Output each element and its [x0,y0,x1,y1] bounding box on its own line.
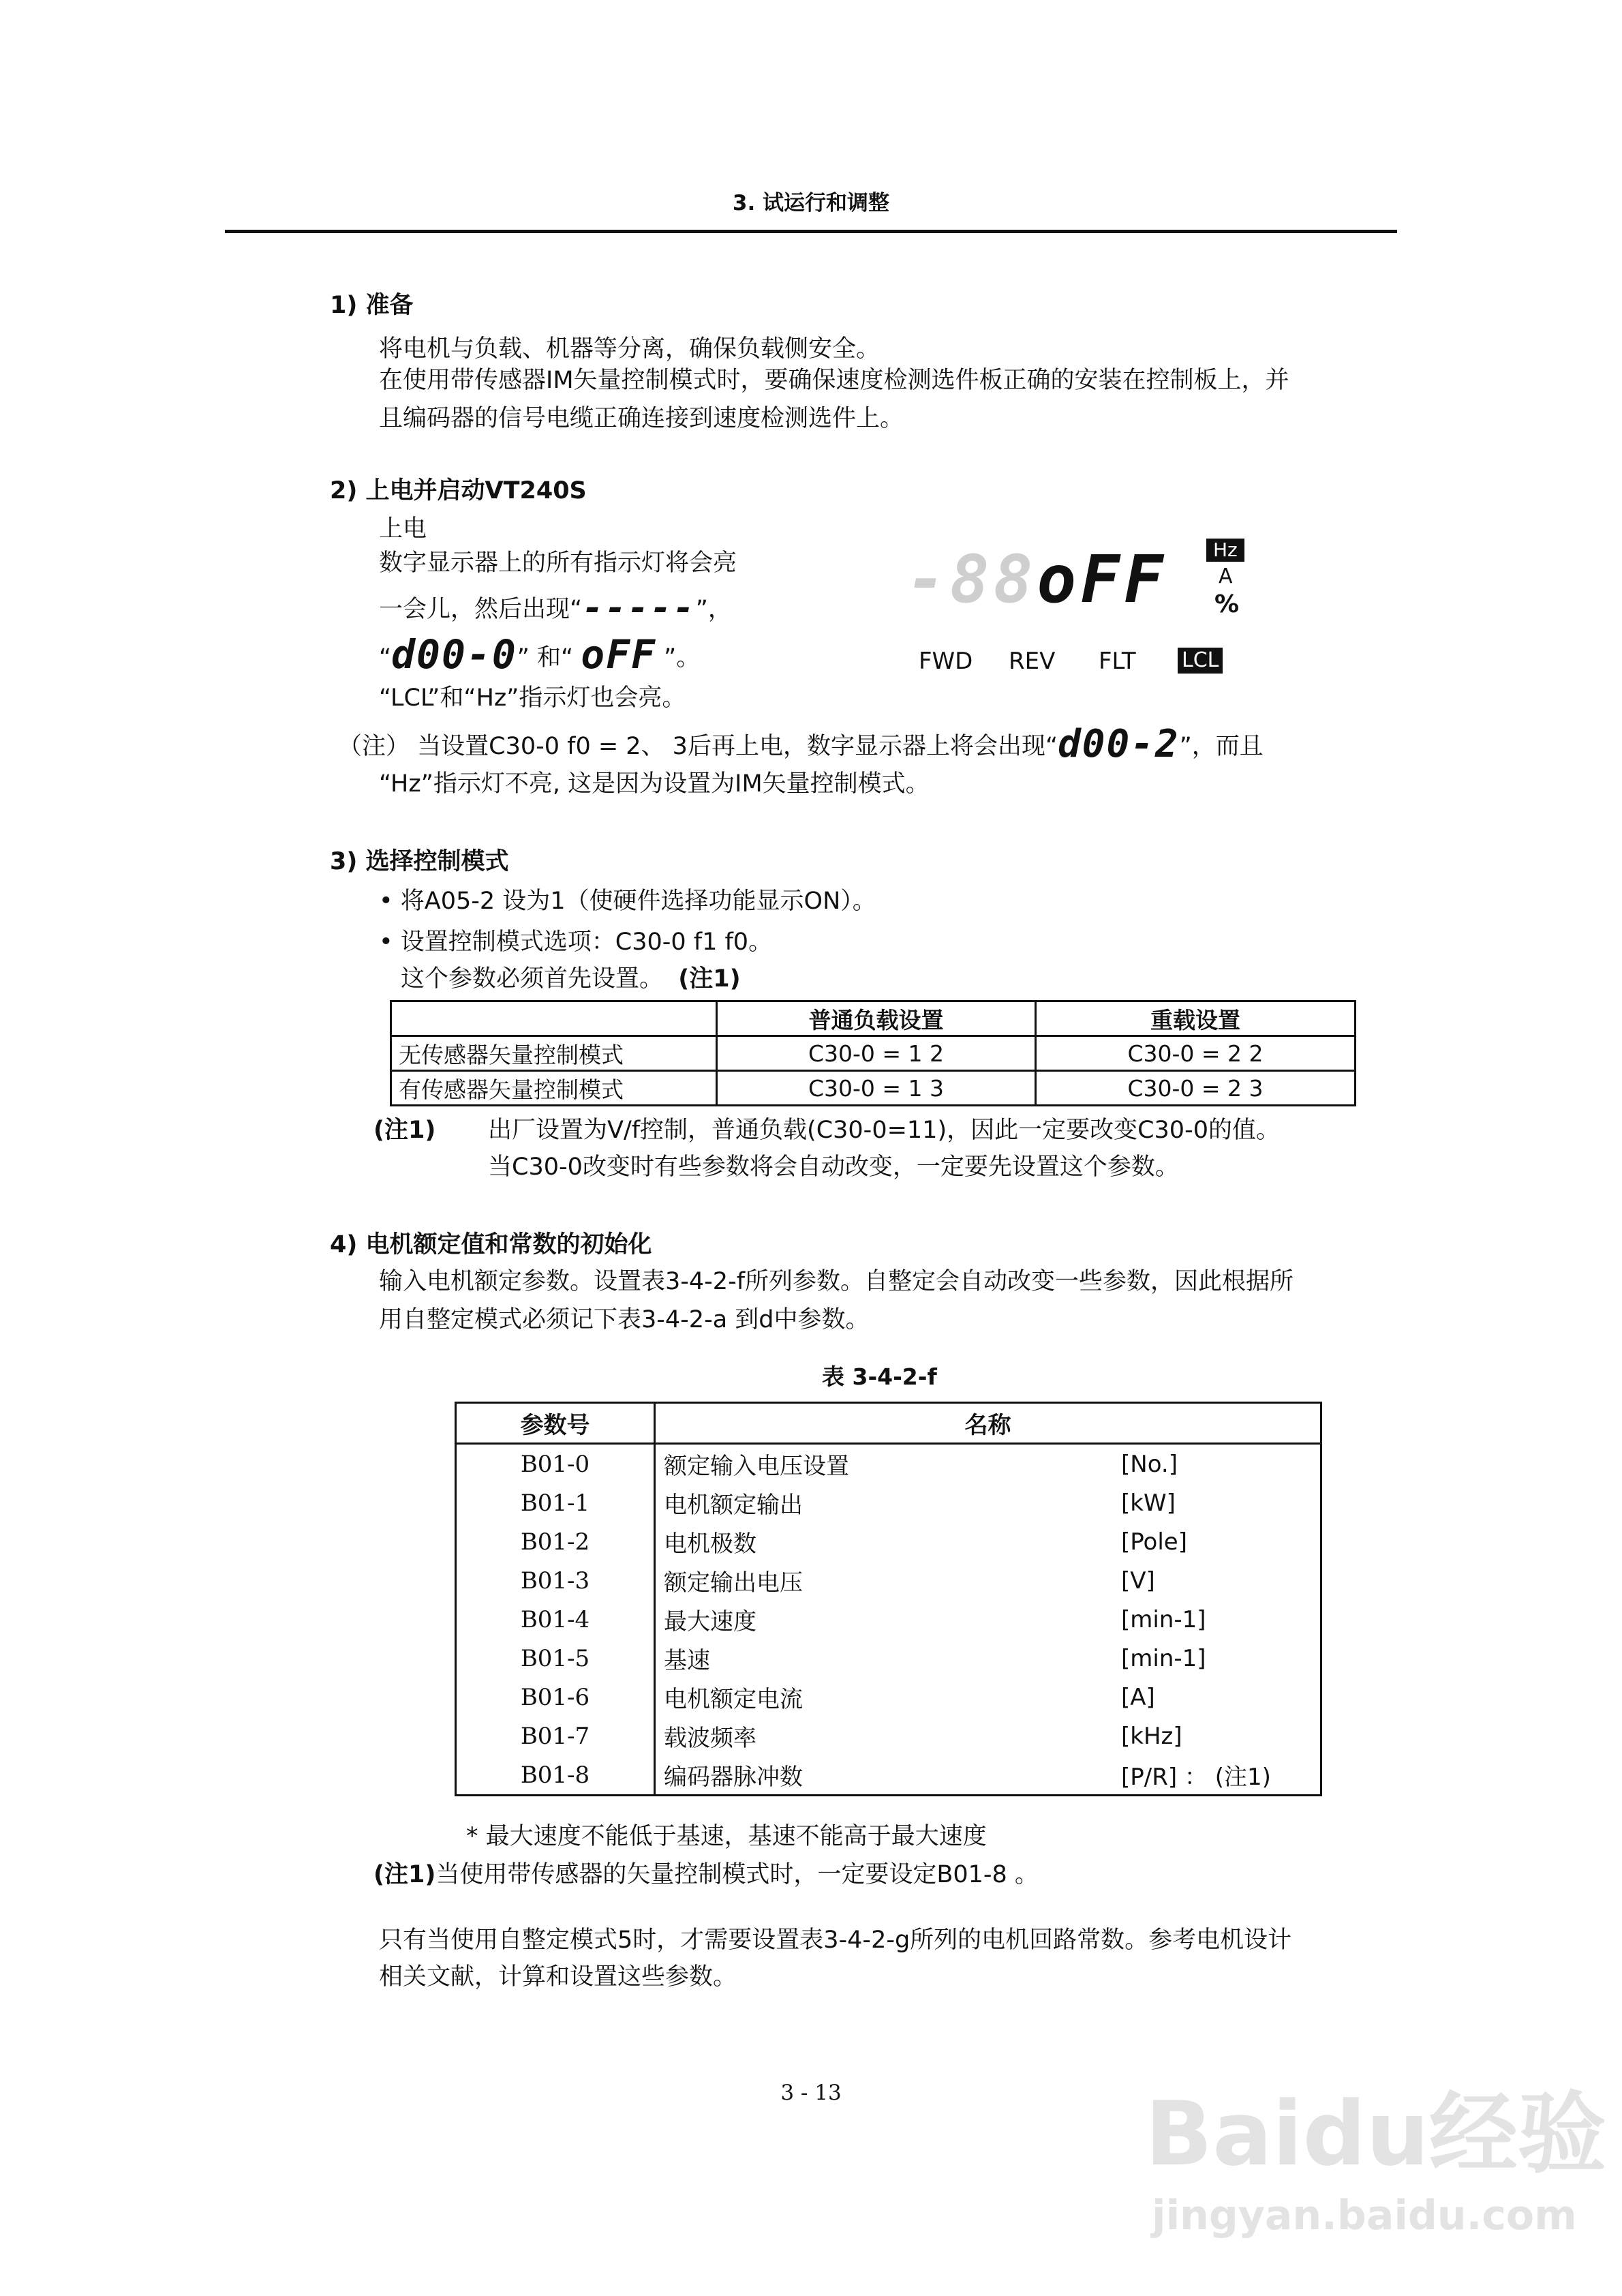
page-header-title: 3. 试运行和调整 [732,191,890,215]
mode-normal-value: C30-0 = 1 2 [717,1036,1036,1071]
param-unit: [V] [1113,1561,1321,1600]
param-name: 最大速度 [655,1600,1114,1639]
table-header-normal: 普通负载设置 [717,1001,1036,1036]
section-2-heading: 2) 上电并启动VT240S [330,477,587,504]
table-row [456,1522,1321,1561]
param-id: B01-2 [456,1522,655,1561]
table-row [456,1600,1321,1639]
segment-off-display: oFF [1037,541,1167,618]
param-id: B01-4 [456,1600,655,1639]
flt-indicator: FLT [1099,648,1136,675]
param-id: B01-7 [456,1717,655,1755]
param-unit: [min-1] [1113,1639,1321,1678]
table-row [456,1483,1321,1522]
section-4-para-4: 相关文献，计算和设置这些参数。 [379,1963,737,1991]
line-4-mid: ” 和“ [517,644,581,671]
segment-off: oFF [581,631,657,678]
page-number: 3 - 13 [780,2081,842,2105]
section-3-heading: 3) 选择控制模式 [330,848,509,875]
line-3-post: ”， [695,596,732,623]
param-name: 额定输入电压设置 [655,1444,1114,1484]
watermark-brand: Baidu经验 [1145,2082,1606,2186]
section-2-line-4 [379,631,701,678]
table-row [391,1071,1356,1106]
param-name: 载波频率 [655,1717,1114,1755]
param-unit: [kHz] [1113,1717,1321,1755]
section-3-bullet-1: • 将A05-2 设为1（使硬件选择功能显示ON）。 [379,888,876,915]
table-title: 表 3-4-2-f [822,1363,937,1390]
section-1-line-1: 将电机与负载、机器等分离，确保负载侧安全。 [379,335,881,363]
section-2-line-1: 上电 [379,515,427,543]
section-2-line-2: 数字显示器上的所有指示灯将会亮 [379,549,737,577]
lcl-indicator: LCL [1178,648,1223,674]
param-unit: [A] [1113,1678,1321,1717]
mode-name: 无传感器矢量控制模式 [391,1036,717,1071]
note-post: ”，而且 [1179,733,1264,760]
param-id: B01-6 [456,1678,655,1717]
rev-indicator: REV [1009,648,1056,675]
a-indicator: A [1219,564,1233,588]
note-1-label: (注1) [373,1861,436,1888]
param-name: 电机额定电流 [655,1678,1114,1717]
section-1-heading: 1) 准备 [330,292,414,319]
first-set-text: 这个参数必须首先设置。 [401,965,664,993]
section-4-para-1: 输入电机额定参数。设置表3-4-2-f所列参数。自整定会自动改变一些参数，因此根据所 [379,1268,1294,1295]
watermark-url: jingyan.baidu.com [1152,2192,1577,2239]
table-header-param: 参数号 [456,1403,655,1444]
section-1-line-3: 且编码器的信号电缆正确连接到速度检测选件上。 [379,405,904,432]
section-2-note-line-2: “Hz”指示灯不亮, 这是因为设置为IM矢量控制模式。 [379,770,930,798]
section-2-line-5: “LCL”和“Hz”指示灯也会亮。 [379,684,686,712]
section-2-line-3 [379,588,732,630]
section-4-note [373,1854,1039,1895]
section-1-line-2: 在使用带传感器IM矢量控制模式时，要确保速度检测选件板正确的安装在控制板上，并 [379,367,1289,394]
hz-indicator: Hz [1206,539,1244,562]
motor-parameter-table [455,1402,1322,1796]
header-rule [225,230,1397,233]
table-header-empty [391,1001,717,1036]
table-header-name: 名称 [655,1403,1321,1444]
fwd-indicator: FWD [919,648,973,675]
percent-indicator: % [1214,590,1240,618]
display-segments [906,541,1167,618]
param-name: 电机极数 [655,1522,1114,1561]
table-row [456,1444,1321,1484]
param-id: B01-8 [456,1755,655,1796]
param-id: B01-1 [456,1483,655,1522]
param-id: B01-3 [456,1561,655,1600]
mode-heavy-value: C30-0 = 2 3 [1036,1071,1356,1106]
table-row [391,1036,1356,1071]
mode-heavy-value: C30-0 = 2 2 [1036,1036,1356,1071]
section-3-note-line-1: 出厂设置为V/f控制，普通负载(C30-0=11)，因此一定要改变C30-0的值。 [488,1117,1280,1144]
segment-d00-2: d00-2 [1058,722,1180,766]
param-id: B01-5 [456,1639,655,1678]
line-4-post: ”。 [656,644,701,671]
param-unit: [min-1] [1113,1600,1321,1639]
table-row [456,1561,1321,1600]
table-row [456,1639,1321,1678]
table-header-row [456,1403,1321,1444]
section-3-bullet-2b [401,958,741,999]
table-row [456,1717,1321,1755]
param-name: 电机额定输出 [655,1483,1114,1522]
table-header-row [391,1001,1356,1036]
note-1-ref: (注1) [678,965,741,993]
param-unit: [kW] [1113,1483,1321,1522]
param-id: B01-0 [456,1444,655,1484]
table-row [456,1678,1321,1717]
param-unit: [P/R] ： (注1) [1113,1755,1321,1796]
digital-display [906,539,1261,695]
segment-d00-0: d00-0 [391,631,517,678]
note-pre: （注） 当设置C30-0 f0 = 2、 3后再上电，数字显示器上将会出现“ [338,733,1058,760]
param-unit: [No.] [1113,1444,1321,1484]
quote-open: “ [379,644,392,671]
section-3-note-line-2: 当C30-0改变时有些参数将会自动改变，一定要先设置这个参数。 [488,1153,1179,1181]
section-4-star-note: * 最大速度不能低于基速，基速不能高于最大速度 [466,1823,987,1850]
table-header-heavy: 重载设置 [1036,1001,1356,1036]
mode-name: 有传感器矢量控制模式 [391,1071,717,1106]
section-2-note-line-1 [338,724,1264,767]
mode-normal-value: C30-0 = 1 3 [717,1071,1036,1106]
section-4-para-2: 用自整定模式必须记下表3-4-2-a 到d中参数。 [379,1306,870,1333]
section-3-bullet-2: • 设置控制模式选项：C30-0 f1 f0。 [379,928,773,956]
segment-dim-digits: -88 [906,541,1037,618]
control-mode-table [390,1000,1356,1106]
section-4-para-3: 只有当使用自整定模式5时，才需要设置表3-4-2-g所列的电机回路常数。参考电机设计 [379,1927,1292,1954]
param-name: 额定输出电压 [655,1561,1114,1600]
param-name: 编码器脉冲数 [655,1755,1114,1796]
line-3-pre: 一会儿，然后出现“ [379,596,583,623]
param-name: 基速 [655,1639,1114,1678]
note-1-text: 当使用带传感器的矢量控制模式时，一定要设定B01-8 。 [435,1861,1039,1888]
table-row [456,1755,1321,1796]
section-4-heading: 4) 电机额定值和常数的初始化 [330,1231,652,1258]
segment-dashes: ----- [582,588,696,629]
section-3-note-label: (注1) [373,1117,436,1144]
param-unit: [Pole] [1113,1522,1321,1561]
